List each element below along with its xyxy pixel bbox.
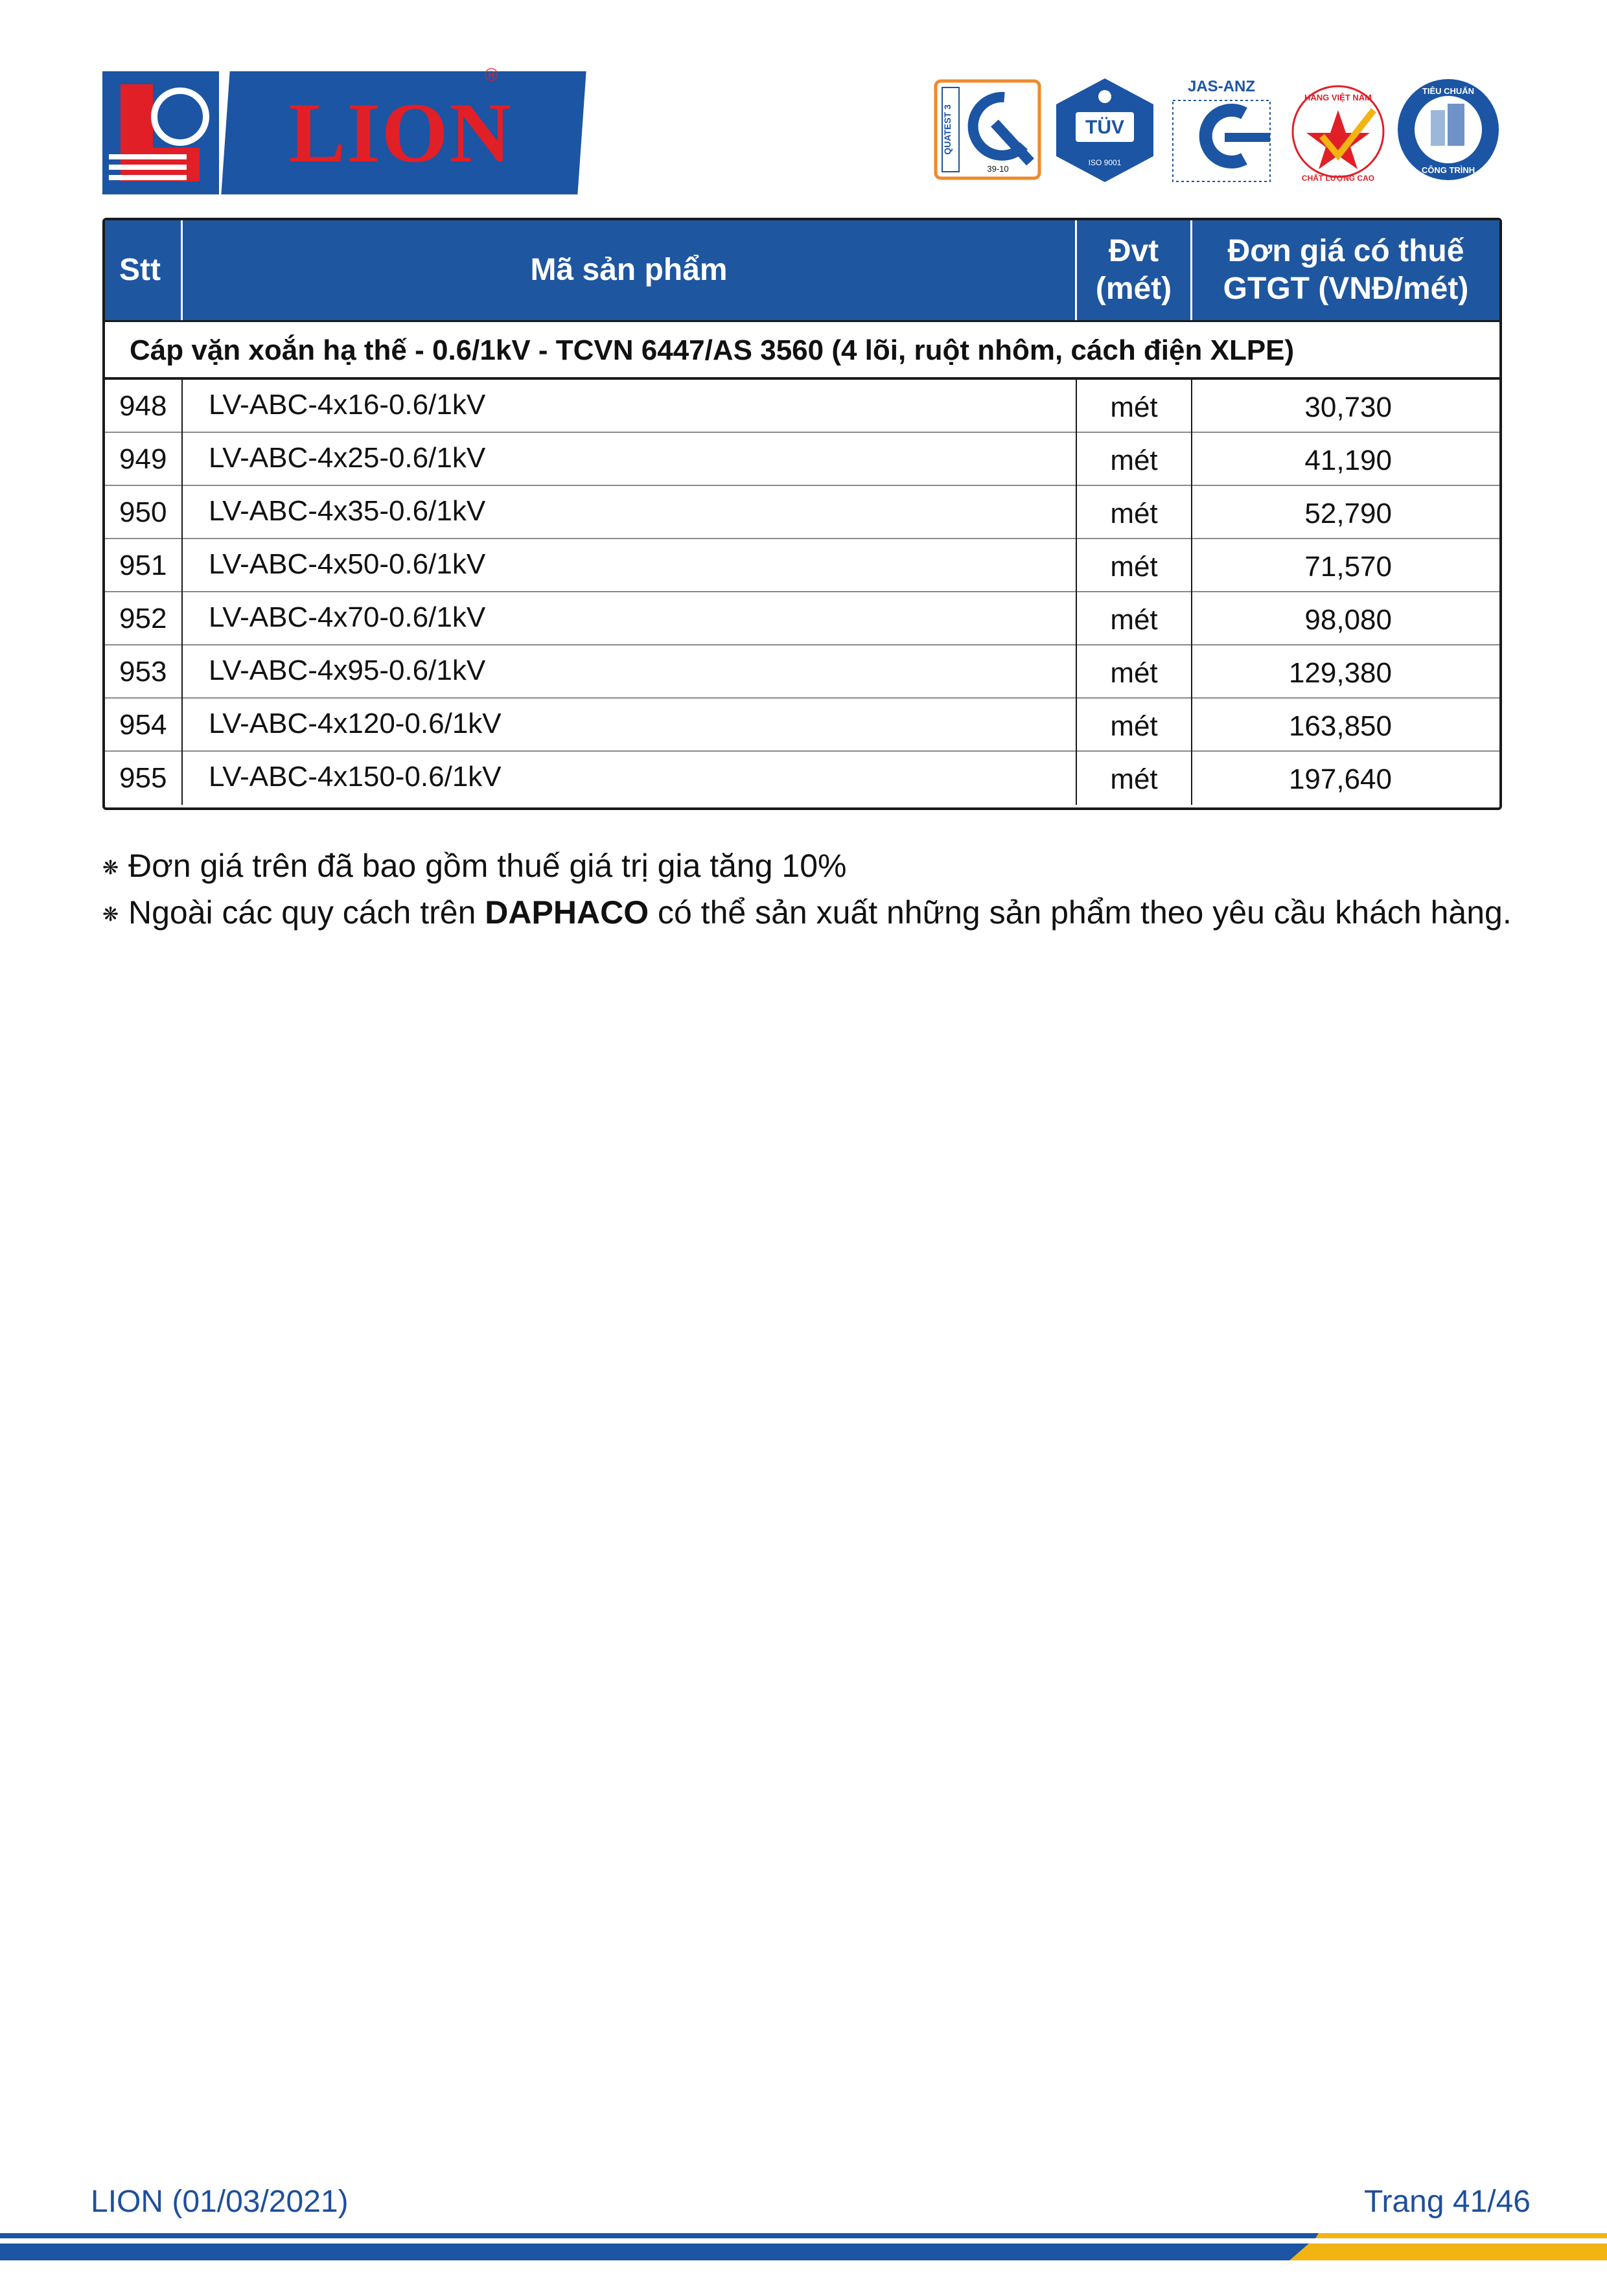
cell-stt: 949 [105,433,183,486]
tieu-chuan-cong-trinh-badge-icon [1393,75,1503,185]
notes [102,842,1560,936]
table-row [105,752,1499,805]
cell-stt: 955 [105,752,183,805]
cell-stt: 948 [105,380,183,433]
header-ma-san-pham: Mã sản phẩm [183,220,1077,320]
header-dvt-line2: (mét) [1095,272,1172,306]
table-row [105,380,1499,433]
footer-stripe [0,2229,1607,2268]
hvnclc-sub: CHẤT LƯỢNG CAO [1301,174,1375,183]
cell-don-gia: 98,080 [1304,604,1392,636]
cell-stt: 950 [105,486,183,539]
certification-badges [933,75,1497,191]
cell-ma-san-pham: LV-ABC-4x50-0.6/1kV [183,539,1077,592]
cell-don-gia: 163,850 [1288,710,1392,742]
tuv-sub: ISO 9001 [1088,158,1122,167]
table-row [105,645,1499,699]
cell-ma-san-pham: LV-ABC-4x120-0.6/1kV [183,699,1077,752]
tccct-label: TIÊU CHUẨN [1422,86,1475,96]
table-row [105,699,1499,752]
registered-mark: ® [485,65,498,85]
cell-dvt: mét [1077,645,1192,699]
cell-ma-san-pham: LV-ABC-4x16-0.6/1kV [183,380,1077,433]
table-row [105,486,1499,539]
cell-don-gia: 129,380 [1288,657,1392,689]
cell-don-gia: 71,570 [1304,551,1392,583]
cell-stt: 952 [105,592,183,645]
header-gia-line2: GTGT (VNĐ/mét) [1223,272,1469,306]
quatest-label: QUATEST 3 [942,104,953,155]
cell-dvt: mét [1077,539,1192,592]
lion-logo [102,65,513,194]
price-table [102,218,1502,810]
cell-don-gia: 52,790 [1304,498,1392,529]
jas-anz-label: JAS-ANZ [1187,78,1256,95]
cell-don-gia: 197,640 [1288,763,1392,795]
cell-dvt: mét [1077,486,1192,539]
header-don-vi-tinh [1077,220,1192,320]
table-header [105,220,1499,320]
logo-text: LION [288,85,513,180]
cell-ma-san-pham: LV-ABC-4x95-0.6/1kV [183,645,1077,699]
asterisk-bullet-icon: ❋ [102,857,119,879]
cell-dvt: mét [1077,380,1192,433]
cell-ma-san-pham: LV-ABC-4x25-0.6/1kV [183,433,1077,486]
cell-ma-san-pham: LV-ABC-4x150-0.6/1kV [183,752,1077,805]
cell-dvt: mét [1077,592,1192,645]
note-vat-text: Đơn giá trên đã bao gồm thuế giá trị gia tăng 10% [128,848,847,884]
note-custom-text-after: có thể sản xuất những sản phẩm theo yêu cầu khách hàng. [649,894,1512,931]
table-body [105,380,1499,805]
tuv-badge-icon [1050,75,1160,185]
note-vat [102,842,1560,889]
asterisk-bullet-icon: ❋ [102,903,119,925]
hang-viet-nam-clc-badge-icon [1283,75,1393,185]
cell-don-gia: 30,730 [1304,391,1392,423]
hvnclc-label: HÀNG VIỆT NAM [1304,93,1372,102]
footer-date: LION (01/03/2021) [91,2185,349,2219]
cell-stt: 953 [105,645,183,699]
quatest-3-badge-icon [933,75,1043,185]
cell-stt: 954 [105,699,183,752]
header-stt: Stt [105,220,183,320]
jas-anz-badge-icon [1166,75,1277,185]
table-row [105,592,1499,645]
cell-dvt: mét [1077,752,1192,805]
note-custom-text-before: Ngoài các quy cách trên [128,894,485,931]
header-don-gia [1192,220,1499,320]
tccct-sub: CÔNG TRÌNH [1421,165,1475,175]
tuv-label: TÜV [1085,117,1124,138]
note-custom-order [102,889,1560,936]
cell-dvt: mét [1077,699,1192,752]
quatest-code: 39-10 [987,164,1009,174]
cell-stt: 951 [105,539,183,592]
product-group-title: Cáp vặn xoắn hạ thế - 0.6/1kV - TCVN 6447/AS 3560 (4 lõi, ruột nhôm, cách điện XLPE) [105,320,1499,380]
cell-don-gia: 41,190 [1304,445,1392,476]
cell-ma-san-pham: LV-ABC-4x70-0.6/1kV [183,592,1077,645]
header-dvt-line1: Đvt [1108,234,1159,268]
header-gia-line1: Đơn giá có thuế [1227,234,1464,268]
footer-page-number: Trang 41/46 [1363,2185,1531,2219]
table-row [105,539,1499,592]
note-brand-daphaco: DAPHACO [485,894,649,931]
lion-l-mark-icon [102,71,219,194]
table-row [105,433,1499,486]
cell-dvt: mét [1077,433,1192,486]
cell-ma-san-pham: LV-ABC-4x35-0.6/1kV [183,486,1077,539]
